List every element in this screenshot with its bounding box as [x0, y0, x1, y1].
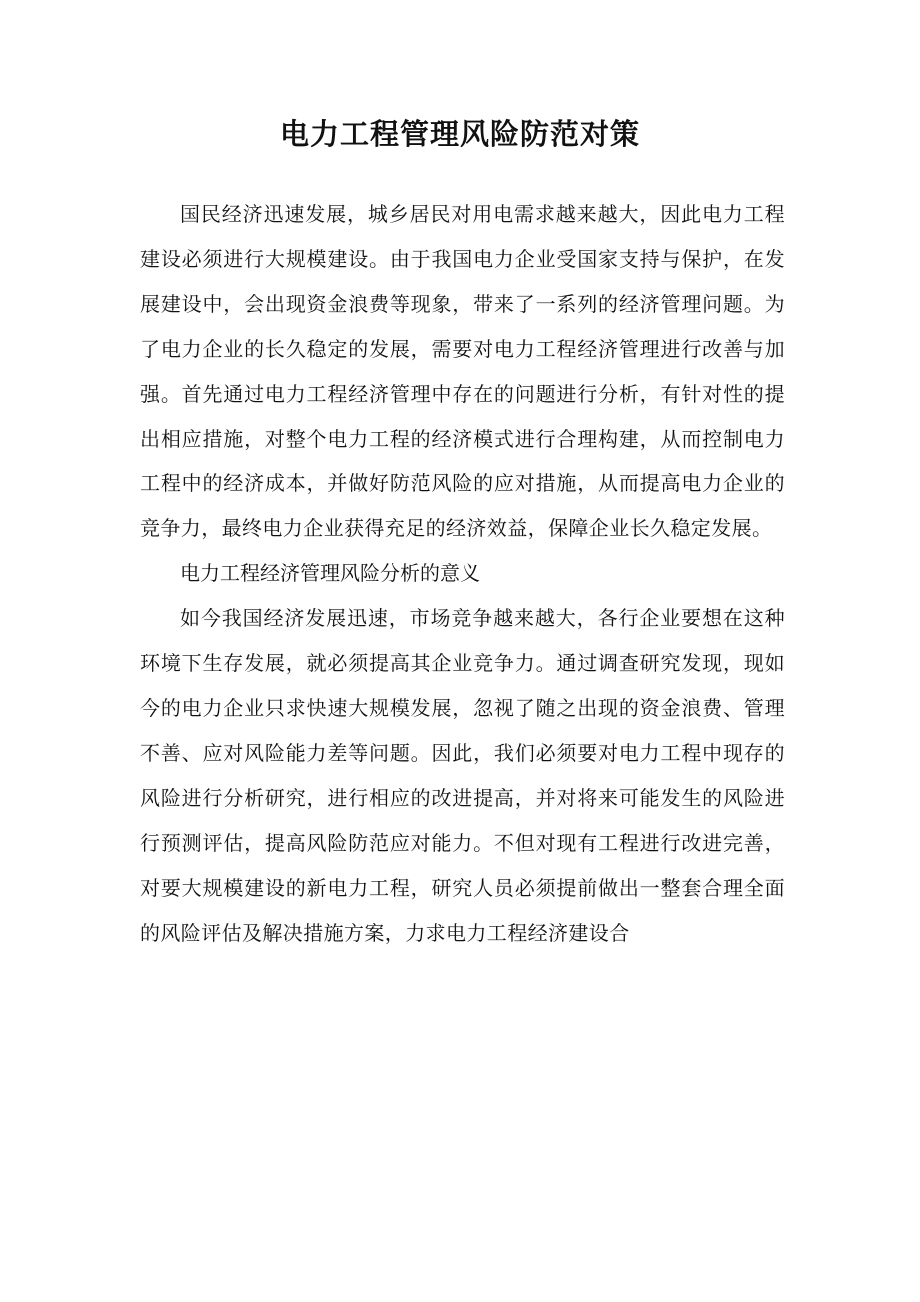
section-paragraph: 如今我国经济发展迅速，市场竞争越来越大，各行企业要想在这种环境下生存发展，就必须提高其企业竞争力。通过调查研究发现，现如今的电力企业只求快速大规模发展，忽视了随之出现的资金浪费、管理不善、应对风险能力差等问题。因此，我们必须要对电力工程中现存的风险进行分析研究，进行相应的改进提高，并对将来可能发生的风险进行预测评估，提高风险防范应对能力。不但对现有工程进行改进完善，对要大规模建设的新电力工程，研究人员必须提前做出一整套合理全面的风险评估及解决措施方案，力求电力工程经济建设合 [140, 606, 785, 945]
document-body [140, 192, 785, 955]
intro-paragraph: 国民经济迅速发展，城乡居民对用电需求越来越大，因此电力工程建设必须进行大规模建设。由于我国电力企业受国家支持与保护，在发展建设中，会出现资金浪费等现象，带来了一系列的经济管理问题。为了电力企业的长久稳定的发展，需要对电力工程经济管理进行改善与加强。首先通过电力工程经济管理中存在的问题进行分析，有针对性的提出相应措施，对整个电力工程的经济模式进行合理构建，从而控制电力工程中的经济成本，并做好防范风险的应对措施，从而提高电力企业的竞争力，最终电力企业获得充足的经济效益，保障企业长久稳定发展。 [140, 202, 785, 541]
page-title: 电力工程管理风险防范对策 [279, 117, 640, 151]
section-heading: 电力工程经济管理风险分析的意义 [180, 561, 480, 586]
